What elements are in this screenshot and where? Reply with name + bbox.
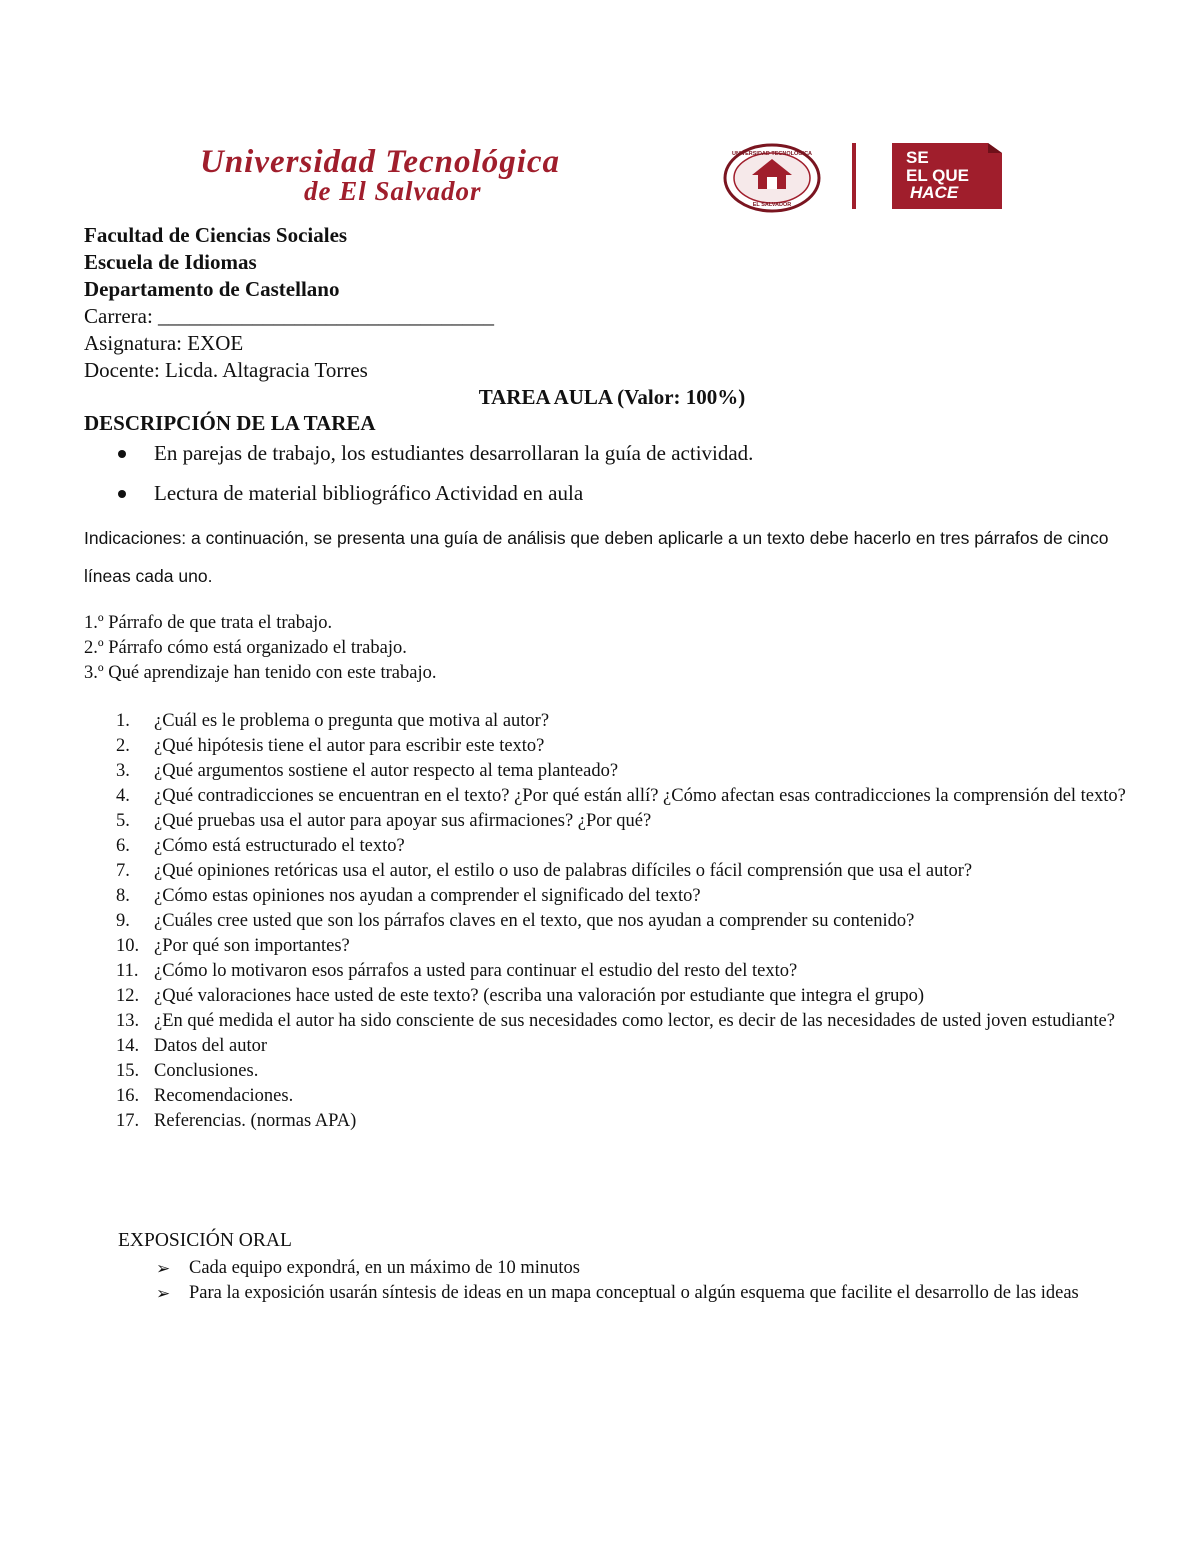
list-item: 2.º Párrafo cómo está organizado el trabajo. (84, 638, 407, 658)
list-item: 11. ¿Cómo lo motivaron esos párrafos a usted para continuar el estudio del resto del texto? (116, 961, 798, 981)
oral-exposition-list (152, 1256, 1132, 1306)
subject-label: Asignatura: EXOE (84, 331, 244, 355)
university-logo (196, 140, 716, 210)
career-field: Carrera: ________________________________ (84, 304, 495, 328)
list-item: 12. ¿Qué valoraciones hace usted de este texto? (escriba una valoración por estudiante que integra el grupo) (116, 986, 924, 1006)
assignment-title: TAREA AULA (Valor: 100%) (478, 385, 746, 409)
bullet-icon (118, 490, 126, 498)
logo-line2: de El Salvador (304, 176, 482, 206)
oral-exposition-heading: EXPOSICIÓN ORAL (118, 1230, 292, 1251)
list-item: 10. ¿Por qué son importantes? (116, 936, 350, 956)
list-item: ➢ Cada equipo expondrá, en un máximo de 10 minutos (152, 1256, 1132, 1281)
arrow-bullet-icon: ➢ (156, 1259, 171, 1278)
question-list (116, 709, 1146, 1134)
logo-line1: Universidad Tecnológica (200, 144, 561, 180)
list-item: 2. ¿Qué hipótesis tiene el autor para escribir este texto? (116, 736, 545, 756)
list-item: 16. Recomendaciones. (116, 1086, 294, 1106)
teacher-label: Docente: Licda. Altagracia Torres (84, 358, 368, 382)
list-item: ➢ Para la exposición usarán síntesis de ideas en un mapa conceptual o algún esquema que facilite el desarrollo de las ideas (152, 1281, 1132, 1306)
list-item: En parejas de trabajo, los estudiantes desarrollaran la guía de actividad. (114, 440, 753, 480)
university-seal-logo (722, 143, 822, 213)
indications-text: Indicaciones: a continuación, se presenta una guía de análisis que deben aplicarle a un texto debe hacerlo en tres párrafos de cinco líneas cada uno. (84, 528, 1109, 586)
list-item: 3.º Qué aprendizaje han tenido con este trabajo. (84, 663, 437, 683)
svg-text:EL QUE: EL QUE (906, 166, 969, 185)
list-item: 9. ¿Cuáles cree usted que son los párrafos claves en el texto, que nos ayudan a comprender su contenido? (116, 911, 915, 931)
svg-text:HACE: HACE (910, 183, 959, 202)
list-item: 8. ¿Cómo estas opiniones nos ayudan a comprender el significado del texto? (116, 886, 701, 906)
list-item: 4. ¿Qué contradicciones se encuentran en el texto? ¿Por qué están allí? ¿Cómo afectan esas contradicciones la comprensión del texto? (116, 786, 1126, 806)
se-el-que-hace-badge (892, 143, 1002, 209)
school-label: Escuela de Idiomas (84, 250, 257, 274)
bullet-icon (118, 450, 126, 458)
list-item: 7. ¿Qué opiniones retóricas usa el autor, el estilo o uso de palabras difíciles o fácil comprensión que usa el autor? (116, 861, 973, 881)
list-item: 13. ¿En qué medida el autor ha sido consciente de sus necesidades como lector, es decir de las necesidades de usted joven estudiante? (116, 1011, 1115, 1031)
task-bullet-list (114, 440, 753, 520)
svg-text:EL SALVADOR: EL SALVADOR (752, 202, 792, 208)
list-item: 5. ¿Qué pruebas usa el autor para apoyar sus afirmaciones? ¿Por qué? (116, 811, 652, 831)
svg-text:UNIVERSIDAD TECNOLOGICA: UNIVERSIDAD TECNOLOGICA (731, 151, 813, 157)
list-item: 6. ¿Cómo está estructurado el texto? (116, 836, 405, 856)
paragraph-guide (84, 611, 436, 686)
arrow-bullet-icon: ➢ (156, 1284, 171, 1303)
list-item: 14. Datos del autor (116, 1036, 268, 1056)
list-item: 1.º Párrafo de que trata el trabajo. (84, 613, 333, 633)
list-item: 3. ¿Qué argumentos sostiene el autor respecto al tema planteado? (116, 761, 619, 781)
list-item: 15. Conclusiones. (116, 1061, 259, 1081)
faculty-label: Facultad de Ciencias Sociales (84, 223, 348, 247)
list-item: 1. ¿Cuál es le problema o pregunta que motiva al autor? (116, 711, 550, 731)
logo-divider (852, 143, 856, 209)
svg-text:SE: SE (906, 148, 929, 167)
list-item: 17. Referencias. (normas APA) (116, 1111, 357, 1131)
section-heading: DESCRIPCIÓN DE LA TAREA (84, 411, 376, 435)
list-item: Lectura de material bibliográfico Actividad en aula (114, 480, 753, 520)
department-label: Departamento de Castellano (84, 277, 340, 301)
